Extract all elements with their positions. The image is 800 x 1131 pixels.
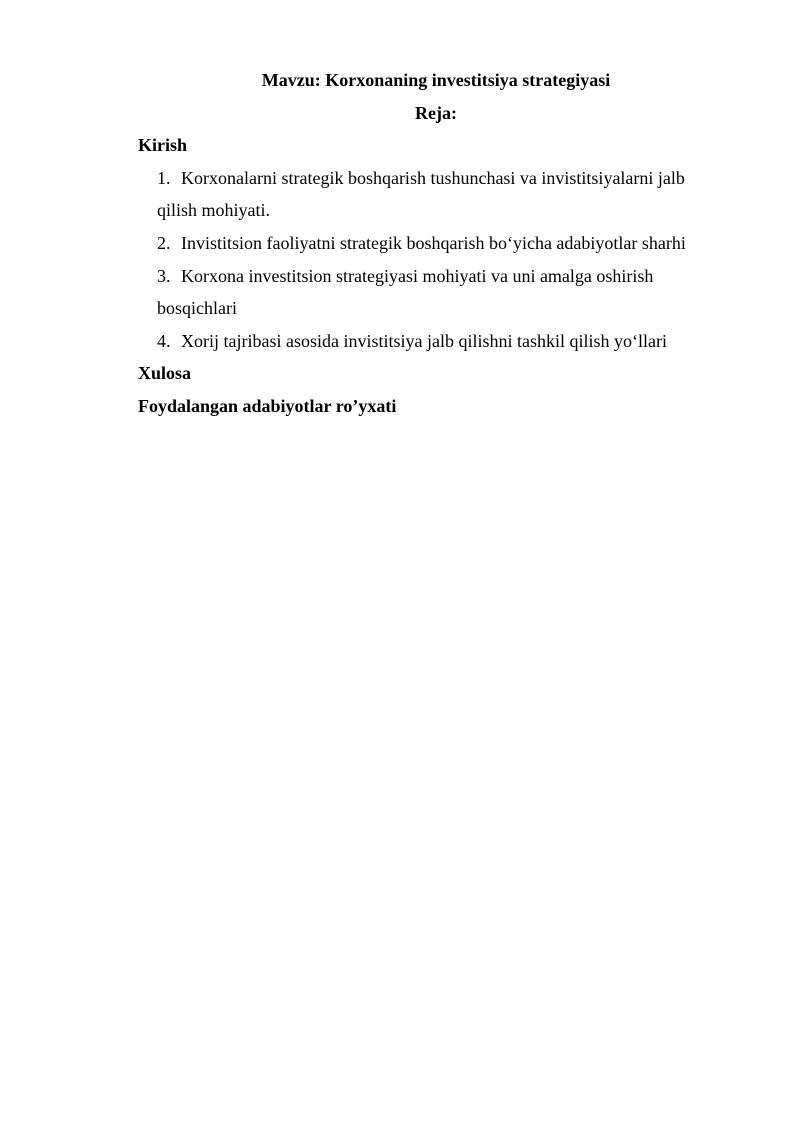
plan-heading: Reja: (415, 102, 457, 123)
plan-item-number: 4. (157, 330, 171, 351)
plan-item-text: Invistitsion faoliyatni strategik boshqarish bo‘yicha adabiyotlar sharhi (181, 232, 686, 253)
plan-item-number: 1. (157, 167, 171, 188)
plan-item (138, 260, 718, 325)
plan-item-text: Korxonalarni strategik boshqarish tushunchasi va invistitsiyalarni jalb qilish mohiyati. (157, 167, 685, 221)
plan-item-text: Xorij tajribasi asosida invistitsiya jalb qilishni tashkil qilish yo‘llari (181, 330, 667, 351)
plan-list (138, 162, 718, 358)
plan-item (138, 162, 718, 227)
plan-item (138, 325, 718, 358)
plan-item-number: 2. (157, 232, 171, 253)
references-heading: Foydalangan adabiyotlar ro’yxati (138, 395, 397, 416)
plan-item (138, 227, 718, 260)
conclusion-heading: Xulosa (138, 363, 192, 384)
plan-item-text: Korxona investitsion strategiyasi mohiyati va uni amalga oshirish bosqichlari (157, 265, 654, 319)
document-content (138, 64, 718, 423)
intro-heading: Kirish (138, 135, 188, 156)
document-topic: Mavzu: Korxonaning investitsiya strategiyasi (261, 70, 611, 90)
plan-item-number: 3. (157, 265, 171, 286)
